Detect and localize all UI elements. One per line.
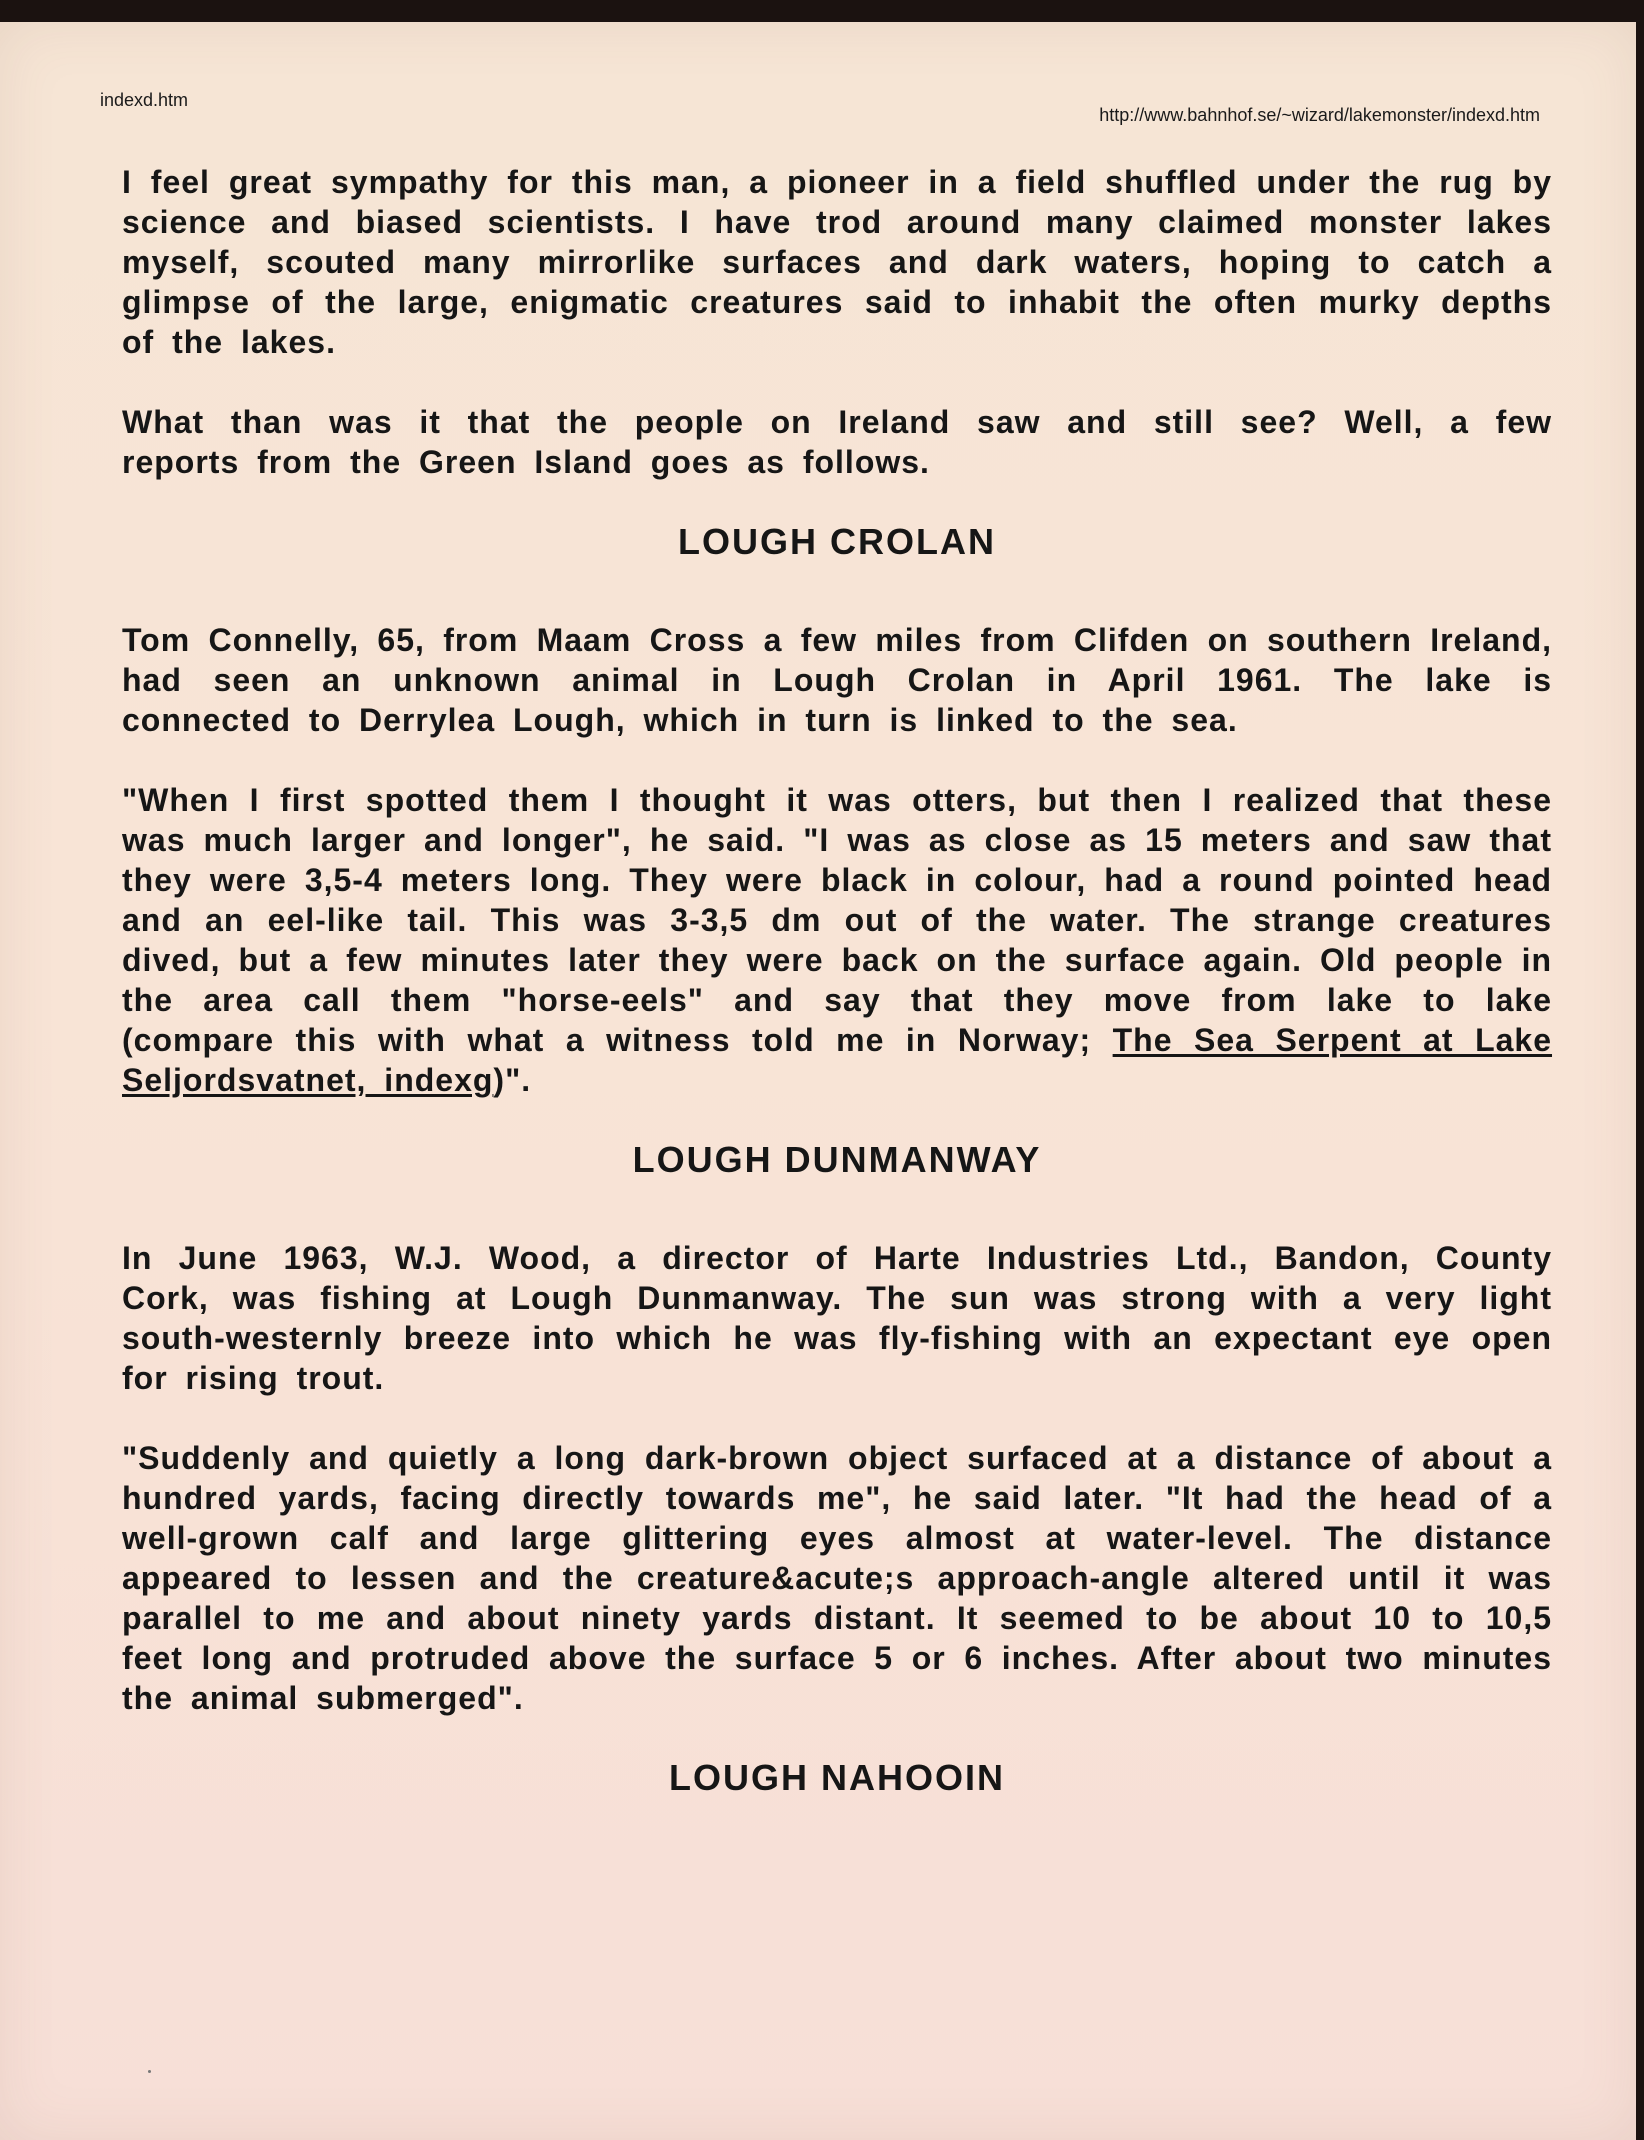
quote-end: )".: [493, 1062, 532, 1098]
paragraph-dunmanway-quote: "Suddenly and quietly a long dark-brown object surfaced at a distance of about a hundred yards, facing directly towards me", he said later. "It had the head of a well-grown calf and large glittering eyes almost at water-level. The distance appeared to lessen and the creature&acute;s approach-angle altered until it was parallel to me and about ninety yards distant. It seemed to be about 10 to 10,5 feet long and protruded above the surface 5 or 6 inches. After about two minutes the animal submerged".: [122, 1440, 1552, 1716]
header-url: http://www.bahnhof.se/~wizard/lakemonster/indexd.htm: [1099, 105, 1540, 125]
paragraph-crolan-quote: [122, 780, 1552, 1100]
quote-text: "When I first spotted them I thought it was otters, but then I realized that these was much larger and longer", he said. "I was as close as 15 meters and saw that they were 3,5-4 meters long. They were black in colour, had a round pointed head and an eel-like tail. This was 3-3,5 dm out of the water. The strange creatures dived, but a few minutes later they were back on the surface again. Old people in the area call them "horse-eels" and say that they move from lake to lake (compare this with what a witness told me in Norway;: [122, 782, 1552, 1058]
header-filename: indexd.htm: [100, 90, 189, 110]
paragraph-intro: I feel great sympathy for this man, a pioneer in a field shuffled under the rug by science and biased scientists. I have trod around many claimed monster lakes myself, scouted many mirrorlike surfaces and dark waters, hoping to catch a glimpse of the large, enigmatic creatures said to inhabit the often murky depths of the lakes.: [122, 164, 1552, 360]
heading-lough-dunmanway: LOUGH DUNMANWAY: [632, 1139, 1042, 1180]
paragraph-dunmanway-report: In June 1963, W.J. Wood, a director of Harte Industries Ltd., Bandon, County Cork, was fishing at Lough Dunmanway. The sun was strong with a very light south-westernly breeze into which he was fly-fishing with an expectant eye open for rising trout.: [122, 1240, 1552, 1396]
document-page: [0, 22, 1636, 2140]
document-body: [122, 162, 1552, 1856]
paragraph-crolan-report: Tom Connelly, 65, from Maam Cross a few miles from Clifden on southern Ireland, had seen an unknown animal in Lough Crolan in April 1961. The lake is connected to Derrylea Lough, which in turn is linked to the sea.: [122, 622, 1552, 738]
sea-serpent-link[interactable]: The Sea Serpent at Lake Seljordsvatnet, indexg: [122, 1022, 1553, 1098]
heading-lough-nahooin: LOUGH NAHOOIN: [669, 1757, 1005, 1798]
heading-lough-crolan: LOUGH CROLAN: [678, 521, 996, 562]
paragraph-question: What than was it that the people on Ireland saw and still see? Well, a few reports from the Green Island goes as follows.: [122, 404, 1552, 480]
paper-mark: [148, 2070, 151, 2073]
